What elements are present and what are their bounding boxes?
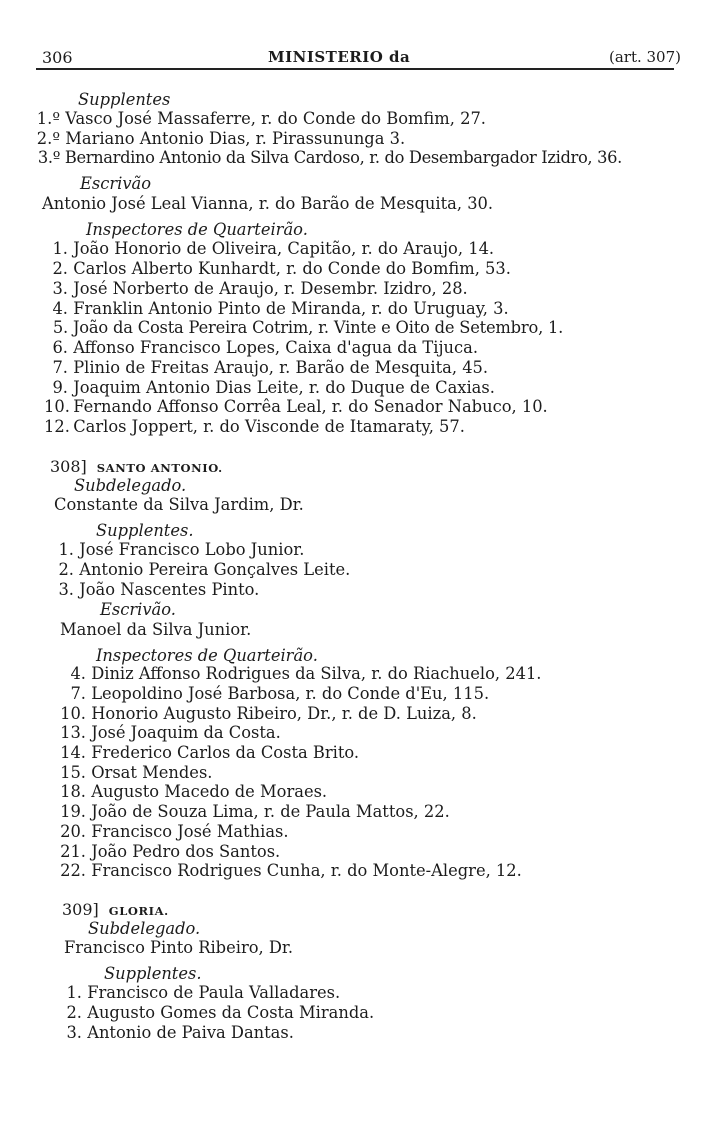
running-title: MINISTERIO da <box>268 48 411 66</box>
list-item: 4. Diniz Affonso Rodrigues da Silva, r. do Riachuelo, 241. <box>70 664 542 683</box>
list-item: 15. Orsat Mendes. <box>60 763 213 782</box>
list-item: 20. Francisco José Mathias. <box>60 822 289 841</box>
section-name: SANTO ANTONIO. <box>96 461 223 475</box>
list-item: 2. Augusto Gomes da Costa Miranda. <box>66 1003 375 1022</box>
list-item: 3.º Bernardino Antonio da Silva Cardoso, r. do Desembargador Izidro, 36. <box>37 148 622 167</box>
list-item: 5. João da Costa Pereira Cotrim, r. Vinte e Oito de Setembro, 1. <box>52 318 564 337</box>
list-item: 22. Francisco Rodrigues Cunha, r. do Monte-Alegre, 12. <box>60 861 522 880</box>
list-item: 13. José Joaquim da Costa. <box>60 723 281 742</box>
subdelegado-name: Constante da Silva Jardim, Dr. <box>54 495 304 514</box>
list-item: 1. José Francisco Lobo Junior. <box>58 540 305 559</box>
escrivao-label: Escrivão. <box>100 600 176 619</box>
list-item: 3. Antonio de Paiva Dantas. <box>66 1023 294 1042</box>
section-heading <box>62 900 169 921</box>
supplentes-label: Supplentes. <box>96 521 194 540</box>
subdelegado-name: Francisco Pinto Ribeiro, Dr. <box>64 938 294 957</box>
list-item: 7. Leopoldino José Barbosa, r. do Conde d'Eu, 115. <box>70 684 490 703</box>
section-heading <box>50 457 223 478</box>
section-number: 308] <box>50 457 87 476</box>
inspectores-label: Inspectores de Quarteirão. <box>86 220 308 239</box>
section-name: GLORIA. <box>108 904 169 918</box>
page-number: 306 <box>42 48 73 67</box>
list-item: 4. Franklin Antonio Pinto de Miranda, r. do Uruguay, 3. <box>52 299 509 318</box>
list-item: 10. Fernando Affonso Corrêa Leal, r. do Senador Nabuco, 10. <box>44 397 548 416</box>
list-item: 12. Carlos Joppert, r. do Visconde de Itamaraty, 57. <box>44 417 465 436</box>
supplentes-label: Supplentes. <box>104 964 202 983</box>
list-item: 2. Antonio Pereira Gonçalves Leite. <box>58 560 351 579</box>
header-rule <box>36 68 674 70</box>
escrivao-name: Antonio José Leal Vianna, r. do Barão de Mesquita, 30. <box>42 194 494 213</box>
list-item: 1. Francisco de Paula Valladares. <box>66 983 341 1002</box>
list-item: 1. João Honorio de Oliveira, Capitão, r. do Araujo, 14. <box>52 239 495 258</box>
list-item: 14. Frederico Carlos da Costa Brito. <box>60 743 360 762</box>
supplentes-label: Supplentes <box>78 90 171 109</box>
list-item: 2.º Mariano Antonio Dias, r. Pirassununga 3. <box>36 129 406 148</box>
inspectores-label: Inspectores de Quarteirão. <box>96 646 318 665</box>
list-item: 9. Joaquim Antonio Dias Leite, r. do Duque de Caxias. <box>52 378 495 397</box>
list-item: 21. João Pedro dos Santos. <box>60 842 281 861</box>
list-item: 10. Honorio Augusto Ribeiro, Dr., r. de D. Luiza, 8. <box>60 704 477 723</box>
escrivao-name: Manoel da Silva Junior. <box>60 620 252 639</box>
escrivao-label: Escrivão <box>80 174 152 193</box>
list-item: 18. Augusto Macedo de Moraes. <box>60 782 328 801</box>
list-item: 2. Carlos Alberto Kunhardt, r. do Conde do Bomfim, 53. <box>52 259 511 278</box>
list-item: 6. Affonso Francisco Lopes, Caixa d'agua da Tijuca. <box>52 338 479 357</box>
list-item: 3. João Nascentes Pinto. <box>58 580 260 599</box>
list-item: 3. José Norberto de Araujo, r. Desembr. Izidro, 28. <box>52 279 468 298</box>
list-item: 7. Plinio de Freitas Araujo, r. Barão de Mesquita, 45. <box>52 358 489 377</box>
list-item: 19. João de Souza Lima, r. de Paula Mattos, 22. <box>60 802 450 821</box>
subdelegado-label: Subdelegado. <box>74 476 187 495</box>
subdelegado-label: Subdelegado. <box>88 919 201 938</box>
list-item: 1.º Vasco José Massaferre, r. do Conde do Bomfim, 27. <box>36 109 486 128</box>
page-header <box>0 46 725 70</box>
section-number: 309] <box>62 900 99 919</box>
article-reference: (art. 307) <box>608 48 681 66</box>
